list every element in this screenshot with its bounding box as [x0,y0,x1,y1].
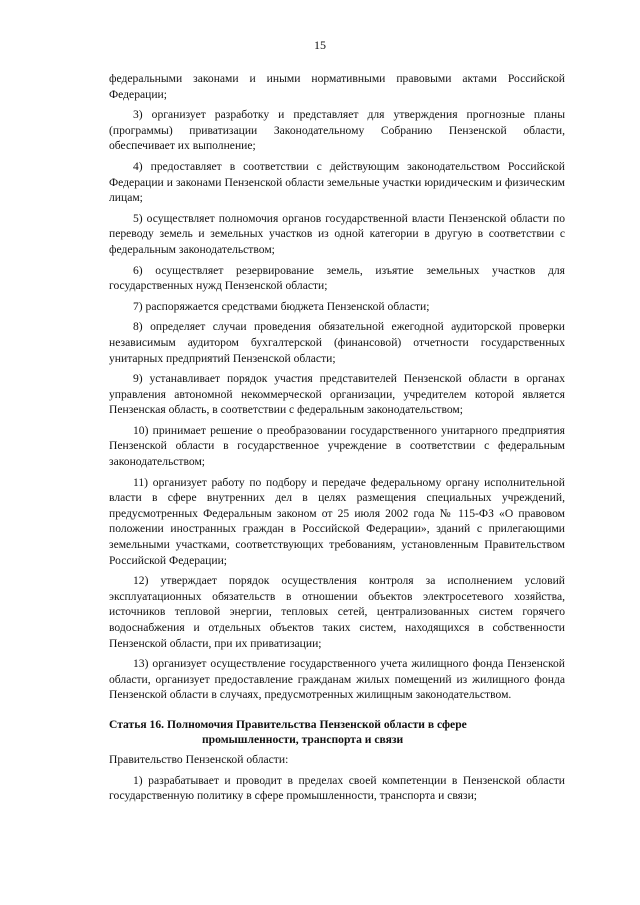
paragraph-item-6: 6) осуществляет резервирование земель, изъятие земельных участков для государственных нужд Пензенской области; [109,263,565,293]
paragraph-item-8: 8) определяет случаи проведения обязательной ежегодной аудиторской проверки независимым аудитором бухгалтерской (финансовой) отчетности государственных унитарных предприятий Пензенской области; [109,320,565,365]
page-number: 15 [314,38,326,52]
article-intro: Правительство Пензенской области: [109,752,289,766]
paragraph-item-11: 11) организует работу по подбору и передаче федеральному органу исполнительной власти в сфере внутренних дел в целях размещения специальных учреждений, предусмотренных Федеральным законом от 25 июля 2002 года № 115-ФЗ «О правовом положении иностранных граждан в Российской Федерации», зданий с прилегающими земельными участками, соответствующих требованиям, установленным Правительством Российской Федерации; [109,475,565,567]
paragraph-item-3: 3) организует разработку и представляет для утверждения прогнозные планы (программы) приватизации Законодательному Собранию Пензенской области, обеспечивает их выполнение; [109,108,565,153]
article-item-1: 1) разрабатывает и проводит в пределах своей компетенции в Пензенской области государственную политику в сфере промышленности, транспорта и связи; [109,773,565,803]
paragraph-continuation: федеральными законами и иными нормативными правовыми актами Российской Федерации; [109,72,565,101]
paragraph-item-13: 13) организует осуществление государственного учета жилищного фонда Пензенской области, организует предоставление гражданам жилых помещений из жилищного фонда Пензенской области в случаях, предусмотренных жилищным законодательством. [109,657,565,702]
paragraph-item-4: 4) предоставляет в соответствии с действующим законодательством Российской Федерации и законами Пензенской области земельные участки юридическим и физическим лицам; [109,159,565,205]
document-body [109,71,565,809]
paragraph-item-7: 7) распоряжается средствами бюджета Пензенской области; [133,299,430,313]
paragraph-item-12: 12) утверждает порядок осуществления контроля за исполнением условий эксплуатационных обязательств в отношении объектов электросетевого хозяйства, источников тепловой энергии, тепловых сетей, централизованных систем горячего водоснабжения и отдельных объектов таких систем, находящихся в собственности Пензенской области, при их приватизации; [109,574,565,650]
paragraph-item-9: 9) устанавливает порядок участия представителей Пензенской области в органах управления автономной некоммерческой организации, учредителем которой является Пензенская область, в соответствии с федеральным законодательством; [109,372,565,417]
paragraph-item-10: 10) принимает решение о преобразовании государственного унитарного предприятия Пензенской области в государственное учреждение в соответствии с федеральным законодательством; [109,423,565,469]
article-heading: Статья 16. Полномочия Правительства Пензенской области в сфере промышленности, транспорта и связи [109,717,467,746]
paragraph-item-5: 5) осуществляет полномочия органов государственной власти Пензенской области по переводу земель и земельных участков из одной категории в другую в соответствии с федеральным законодательством; [109,211,565,256]
